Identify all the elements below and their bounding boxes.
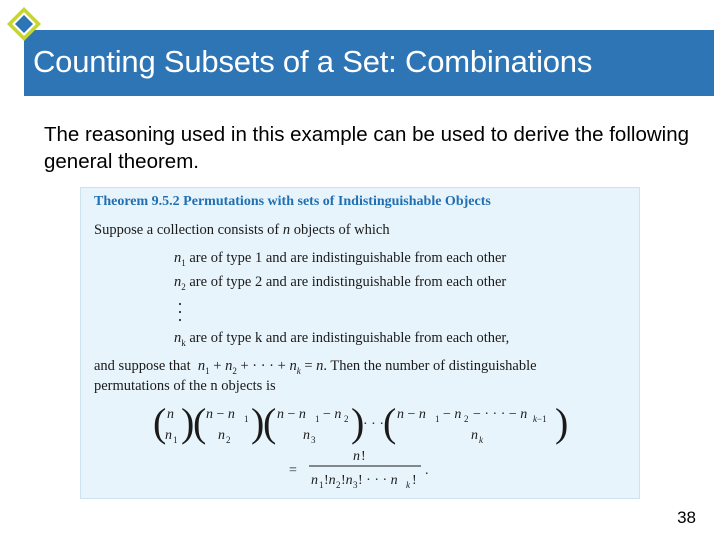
svg-text:1: 1 xyxy=(319,480,324,490)
type-sub: 1 xyxy=(181,257,186,268)
svg-text:!n: !n xyxy=(341,473,353,488)
type-var: n xyxy=(174,274,182,290)
svg-text:(: ( xyxy=(263,400,277,445)
svg-text:.: . xyxy=(425,463,429,478)
svg-text:k: k xyxy=(406,480,410,490)
svg-text:): ) xyxy=(181,400,195,445)
svg-text:1: 1 xyxy=(435,414,440,424)
svg-text:n − n: n − n xyxy=(206,407,235,422)
svg-text:!n: !n xyxy=(324,473,336,488)
then-text: Then the number of distinguishable xyxy=(330,358,537,374)
suppose-var: n xyxy=(282,222,291,238)
slide-title: Counting Subsets of a Set: Combinations xyxy=(33,44,593,79)
type-sub: 2 xyxy=(181,281,186,292)
svg-text:(: ( xyxy=(383,400,397,445)
page-number: 38 xyxy=(677,508,696,527)
svg-text:n − n: n − n xyxy=(397,407,426,422)
theorem-heading: Theorem 9.5.2 Permutations with sets of Indistinguishable Objects xyxy=(94,194,491,209)
svg-text:1: 1 xyxy=(173,435,178,445)
svg-text:n − n: n − n xyxy=(277,407,306,422)
type-text: are of type 1 and are indistinguishable from each other xyxy=(189,250,507,266)
svg-text:2: 2 xyxy=(336,480,341,490)
type-var: n xyxy=(174,250,182,266)
diamond-logo-icon xyxy=(6,6,42,42)
svg-text:): ) xyxy=(351,400,365,445)
svg-text:n: n xyxy=(165,428,172,443)
svg-text:3: 3 xyxy=(311,435,316,445)
svg-text:· · ·: · · · xyxy=(363,417,384,432)
suppose-text: Suppose a collection consists of xyxy=(94,222,280,238)
svg-text:1: 1 xyxy=(315,414,320,424)
svg-text:n: n xyxy=(303,428,310,443)
svg-text:2: 2 xyxy=(344,414,349,424)
type-var: n xyxy=(174,330,182,346)
svg-text:): ) xyxy=(555,400,569,445)
type-text: are of type 2 and are indistinguishable from each other xyxy=(189,274,507,290)
svg-text:k: k xyxy=(479,435,483,445)
svg-text:3: 3 xyxy=(353,480,358,490)
permutation-formula xyxy=(81,188,637,496)
svg-text:n: n xyxy=(167,407,174,422)
permutations-line: permutations of the n objects is xyxy=(94,378,276,394)
svg-text:n: n xyxy=(311,473,318,488)
svg-text:1: 1 xyxy=(244,414,249,424)
svg-text:(: ( xyxy=(193,400,207,445)
type-text: are of type k and are indistinguishable from each other, xyxy=(189,330,510,346)
svg-text:): ) xyxy=(251,400,265,445)
svg-text:2: 2 xyxy=(464,414,469,424)
svg-text:n: n xyxy=(471,428,478,443)
svg-text:k−1: k−1 xyxy=(533,414,547,424)
suppose-end: objects of which xyxy=(293,222,390,238)
svg-text:!: ! xyxy=(412,473,417,488)
svg-text:n: n xyxy=(218,428,225,443)
theorem-box xyxy=(80,187,640,499)
svg-text:n: n xyxy=(353,449,360,464)
svg-text:− n: − n xyxy=(443,407,462,422)
svg-text:2: 2 xyxy=(226,435,231,445)
svg-text:(: ( xyxy=(153,400,167,445)
svg-text:! · · · n: ! · · · n xyxy=(358,473,398,488)
svg-text:− n: − n xyxy=(323,407,342,422)
type-sub: k xyxy=(181,337,186,348)
svg-text:!: ! xyxy=(361,449,366,464)
svg-text:=: = xyxy=(289,463,297,478)
svg-text:− · · · − n: − · · · − n xyxy=(473,407,528,422)
sum-equation: $n_1 + n_2$ + · · · + $n_k = n$. xyxy=(197,358,327,376)
and-suppose-text: and suppose that xyxy=(94,358,191,374)
title-bar xyxy=(24,30,714,96)
intro-text: The reasoning used in this example can be used to derive the following general theorem. xyxy=(44,123,690,173)
